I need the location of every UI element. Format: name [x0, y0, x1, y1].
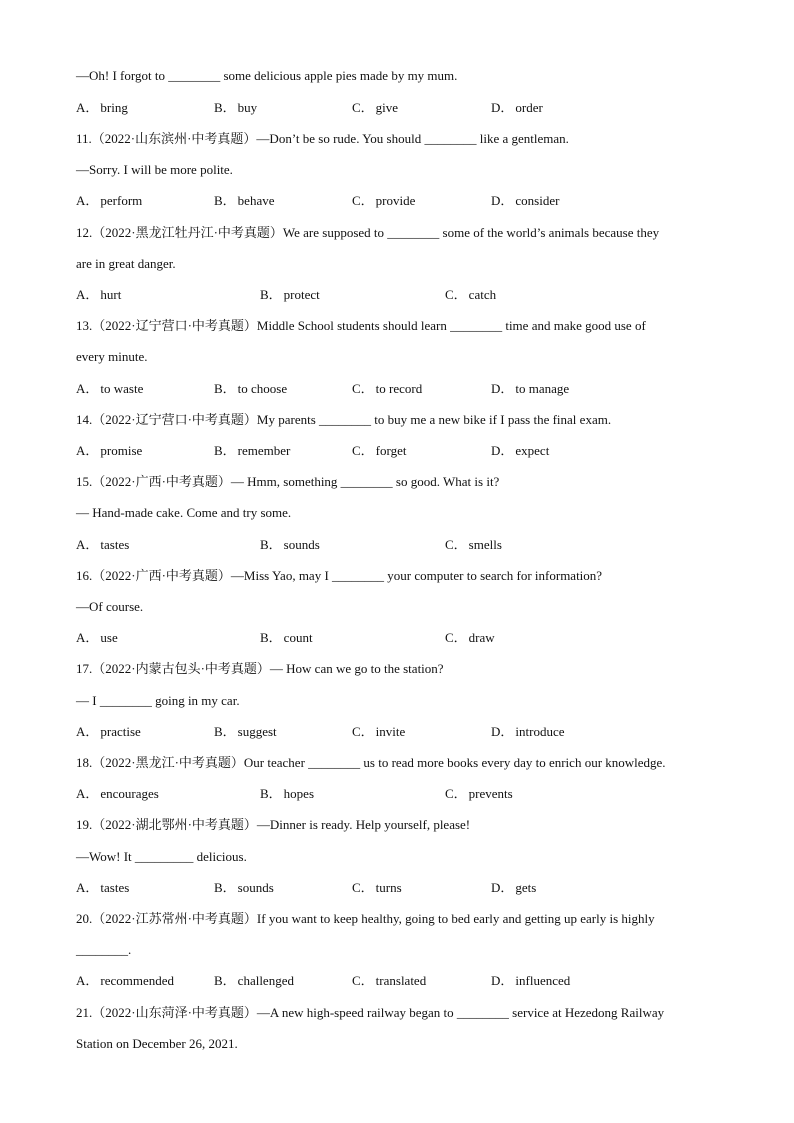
q14-option-a [76, 443, 142, 459]
q20-option-b [214, 973, 294, 989]
option-letter: B． [214, 193, 236, 208]
option-letter: A． [76, 287, 99, 302]
option-letter: C． [352, 100, 374, 115]
option-text: introduce [515, 724, 565, 739]
question-12-line-2: are in great danger. [76, 256, 176, 271]
option-letter: D． [491, 381, 514, 396]
option-letter: D． [491, 443, 514, 458]
option-letter: C． [352, 880, 374, 895]
option-text: count [283, 630, 313, 645]
option-letter: A． [76, 724, 99, 739]
q17-option-c [352, 724, 405, 740]
option-letter: A． [76, 100, 99, 115]
question-13-line-2: every minute. [76, 349, 148, 364]
q20-option-d [491, 973, 570, 989]
option-letter: B． [214, 100, 236, 115]
q16-option-a [76, 630, 118, 646]
option-text: promise [100, 443, 143, 458]
question-19: 19.（2022·湖北鄂州·中考真题）—Dinner is ready. Help yourself, please! [76, 817, 471, 832]
option-text: give [375, 100, 399, 115]
question-11: 11.（2022·山东滨州·中考真题）—Don’t be so rude. You should ________ like a gentleman. [76, 131, 569, 146]
q10-option-d [491, 100, 543, 116]
q15-option-b [260, 537, 320, 553]
option-letter: C． [352, 443, 374, 458]
option-letter: B． [260, 537, 282, 552]
option-text: turns [375, 880, 402, 895]
option-text: recommended [100, 973, 175, 988]
option-text: catch [468, 287, 497, 302]
q11-option-c [352, 193, 415, 209]
option-text: tastes [100, 880, 130, 895]
question-12: 12.（2022·黑龙江牡丹江·中考真题）We are supposed to ________ some of the world’s animals because they [76, 225, 660, 240]
q13-option-d [491, 381, 569, 397]
option-letter: A． [76, 973, 99, 988]
option-text: influenced [515, 973, 571, 988]
option-text: suggest [237, 724, 277, 739]
q14-option-b [214, 443, 290, 459]
question-18: 18.（2022·黑龙江·中考真题）Our teacher ________ us to read more books every day to enrich our knowledge. [76, 755, 666, 770]
option-text: to choose [237, 381, 288, 396]
option-letter: A． [76, 786, 99, 801]
option-text: practise [100, 724, 141, 739]
q17-option-d [491, 724, 564, 740]
option-text: smells [468, 537, 502, 552]
option-text: gets [515, 880, 537, 895]
question-13: 13.（2022·辽宁营口·中考真题）Middle School students should learn ________ time and make good use of [76, 318, 646, 333]
question-19-reply: —Wow! It _________ delicious. [76, 849, 247, 864]
option-letter: C． [352, 193, 374, 208]
question-11-reply: —Sorry. I will be more polite. [76, 162, 233, 177]
option-letter: B． [214, 443, 236, 458]
option-letter: D． [491, 724, 514, 739]
option-letter: C． [445, 287, 467, 302]
option-letter: B． [260, 287, 282, 302]
q19-option-a [76, 880, 129, 896]
option-letter: B． [214, 973, 236, 988]
option-text: perform [100, 193, 143, 208]
q10-option-c [352, 100, 398, 116]
option-letter: A． [76, 193, 99, 208]
option-text: challenged [237, 973, 294, 988]
question-16-reply: —Of course. [76, 599, 144, 614]
q12-option-a [76, 287, 121, 303]
q14-option-d [491, 443, 549, 459]
option-letter: A． [76, 630, 99, 645]
q10-option-a [76, 100, 128, 116]
option-text: provide [375, 193, 416, 208]
q17-option-b [214, 724, 277, 740]
option-letter: B． [214, 880, 236, 895]
option-text: use [100, 630, 118, 645]
q18-option-c [445, 786, 513, 802]
option-letter: C． [445, 630, 467, 645]
q15-option-a [76, 537, 129, 553]
option-text: order [515, 100, 543, 115]
option-text: to waste [100, 381, 144, 396]
q19-option-b [214, 880, 274, 896]
option-letter: B． [260, 786, 282, 801]
option-text: behave [237, 193, 275, 208]
option-text: expect [515, 443, 550, 458]
q15-option-c [445, 537, 502, 553]
option-letter: C． [445, 537, 467, 552]
question-21: 21.（2022·山东菏泽·中考真题）—A new high-speed railway began to ________ service at Hezedong Railway [76, 1005, 665, 1020]
q13-option-c [352, 381, 422, 397]
option-letter: A． [76, 537, 99, 552]
option-text: encourages [100, 786, 159, 801]
option-letter: C． [352, 973, 374, 988]
q19-option-c [352, 880, 402, 896]
q10-option-b [214, 100, 257, 116]
q12-option-c [445, 287, 496, 303]
option-letter: B． [214, 724, 236, 739]
q19-option-d [491, 880, 536, 896]
option-letter: D． [491, 193, 514, 208]
question-10-line-2: —Oh! I forgot to ________ some delicious apple pies made by my mum. [76, 68, 458, 83]
q20-option-a [76, 973, 174, 989]
q12-option-b [260, 287, 320, 303]
option-letter: D． [491, 880, 514, 895]
option-letter: C． [352, 381, 374, 396]
option-text: translated [375, 973, 427, 988]
option-letter: A． [76, 880, 99, 895]
option-text: remember [237, 443, 291, 458]
question-14: 14.（2022·辽宁营口·中考真题）My parents ________ to buy me a new bike if I pass the final exam. [76, 412, 612, 427]
option-text: hopes [283, 786, 315, 801]
q11-option-b [214, 193, 274, 209]
option-text: hurt [100, 287, 122, 302]
q11-option-a [76, 193, 142, 209]
option-letter: A． [76, 443, 99, 458]
question-16: 16.（2022·广西·中考真题）—Miss Yao, may I ________ your computer to search for information? [76, 568, 603, 583]
option-letter: C． [352, 724, 374, 739]
q13-option-a [76, 381, 143, 397]
q14-option-c [352, 443, 406, 459]
option-text: prevents [468, 786, 513, 801]
option-text: to record [375, 381, 423, 396]
q16-option-b [260, 630, 313, 646]
option-text: draw [468, 630, 495, 645]
option-letter: B． [260, 630, 282, 645]
option-letter: B． [214, 381, 236, 396]
q20-option-c [352, 973, 426, 989]
option-text: protect [283, 287, 320, 302]
q18-option-a [76, 786, 159, 802]
option-text: bring [100, 100, 128, 115]
question-21-line-2: Station on December 26, 2021. [76, 1036, 238, 1051]
option-letter: D． [491, 100, 514, 115]
option-text: sounds [237, 880, 274, 895]
option-text: sounds [283, 537, 320, 552]
question-17-reply: — I ________ going in my car. [76, 693, 240, 708]
q11-option-d [491, 193, 559, 209]
option-text: forget [375, 443, 407, 458]
option-text: consider [515, 193, 560, 208]
option-text: buy [237, 100, 258, 115]
q13-option-b [214, 381, 287, 397]
q16-option-c [445, 630, 495, 646]
q17-option-a [76, 724, 141, 740]
option-letter: C． [445, 786, 467, 801]
option-letter: D． [491, 973, 514, 988]
option-text: to manage [515, 381, 570, 396]
question-15: 15.（2022·广西·中考真题）— Hmm, something ________ so good. What is it? [76, 474, 500, 489]
question-15-reply: — Hand-made cake. Come and try some. [76, 505, 292, 520]
option-text: invite [375, 724, 406, 739]
q18-option-b [260, 786, 314, 802]
option-letter: A． [76, 381, 99, 396]
question-20-line-2: ________. [76, 942, 132, 957]
question-17: 17.（2022·内蒙古包头·中考真题）— How can we go to the station? [76, 661, 444, 676]
option-text: tastes [100, 537, 130, 552]
question-20: 20.（2022·江苏常州·中考真题）If you want to keep healthy, going to bed early and getting up early is highly [76, 911, 655, 926]
